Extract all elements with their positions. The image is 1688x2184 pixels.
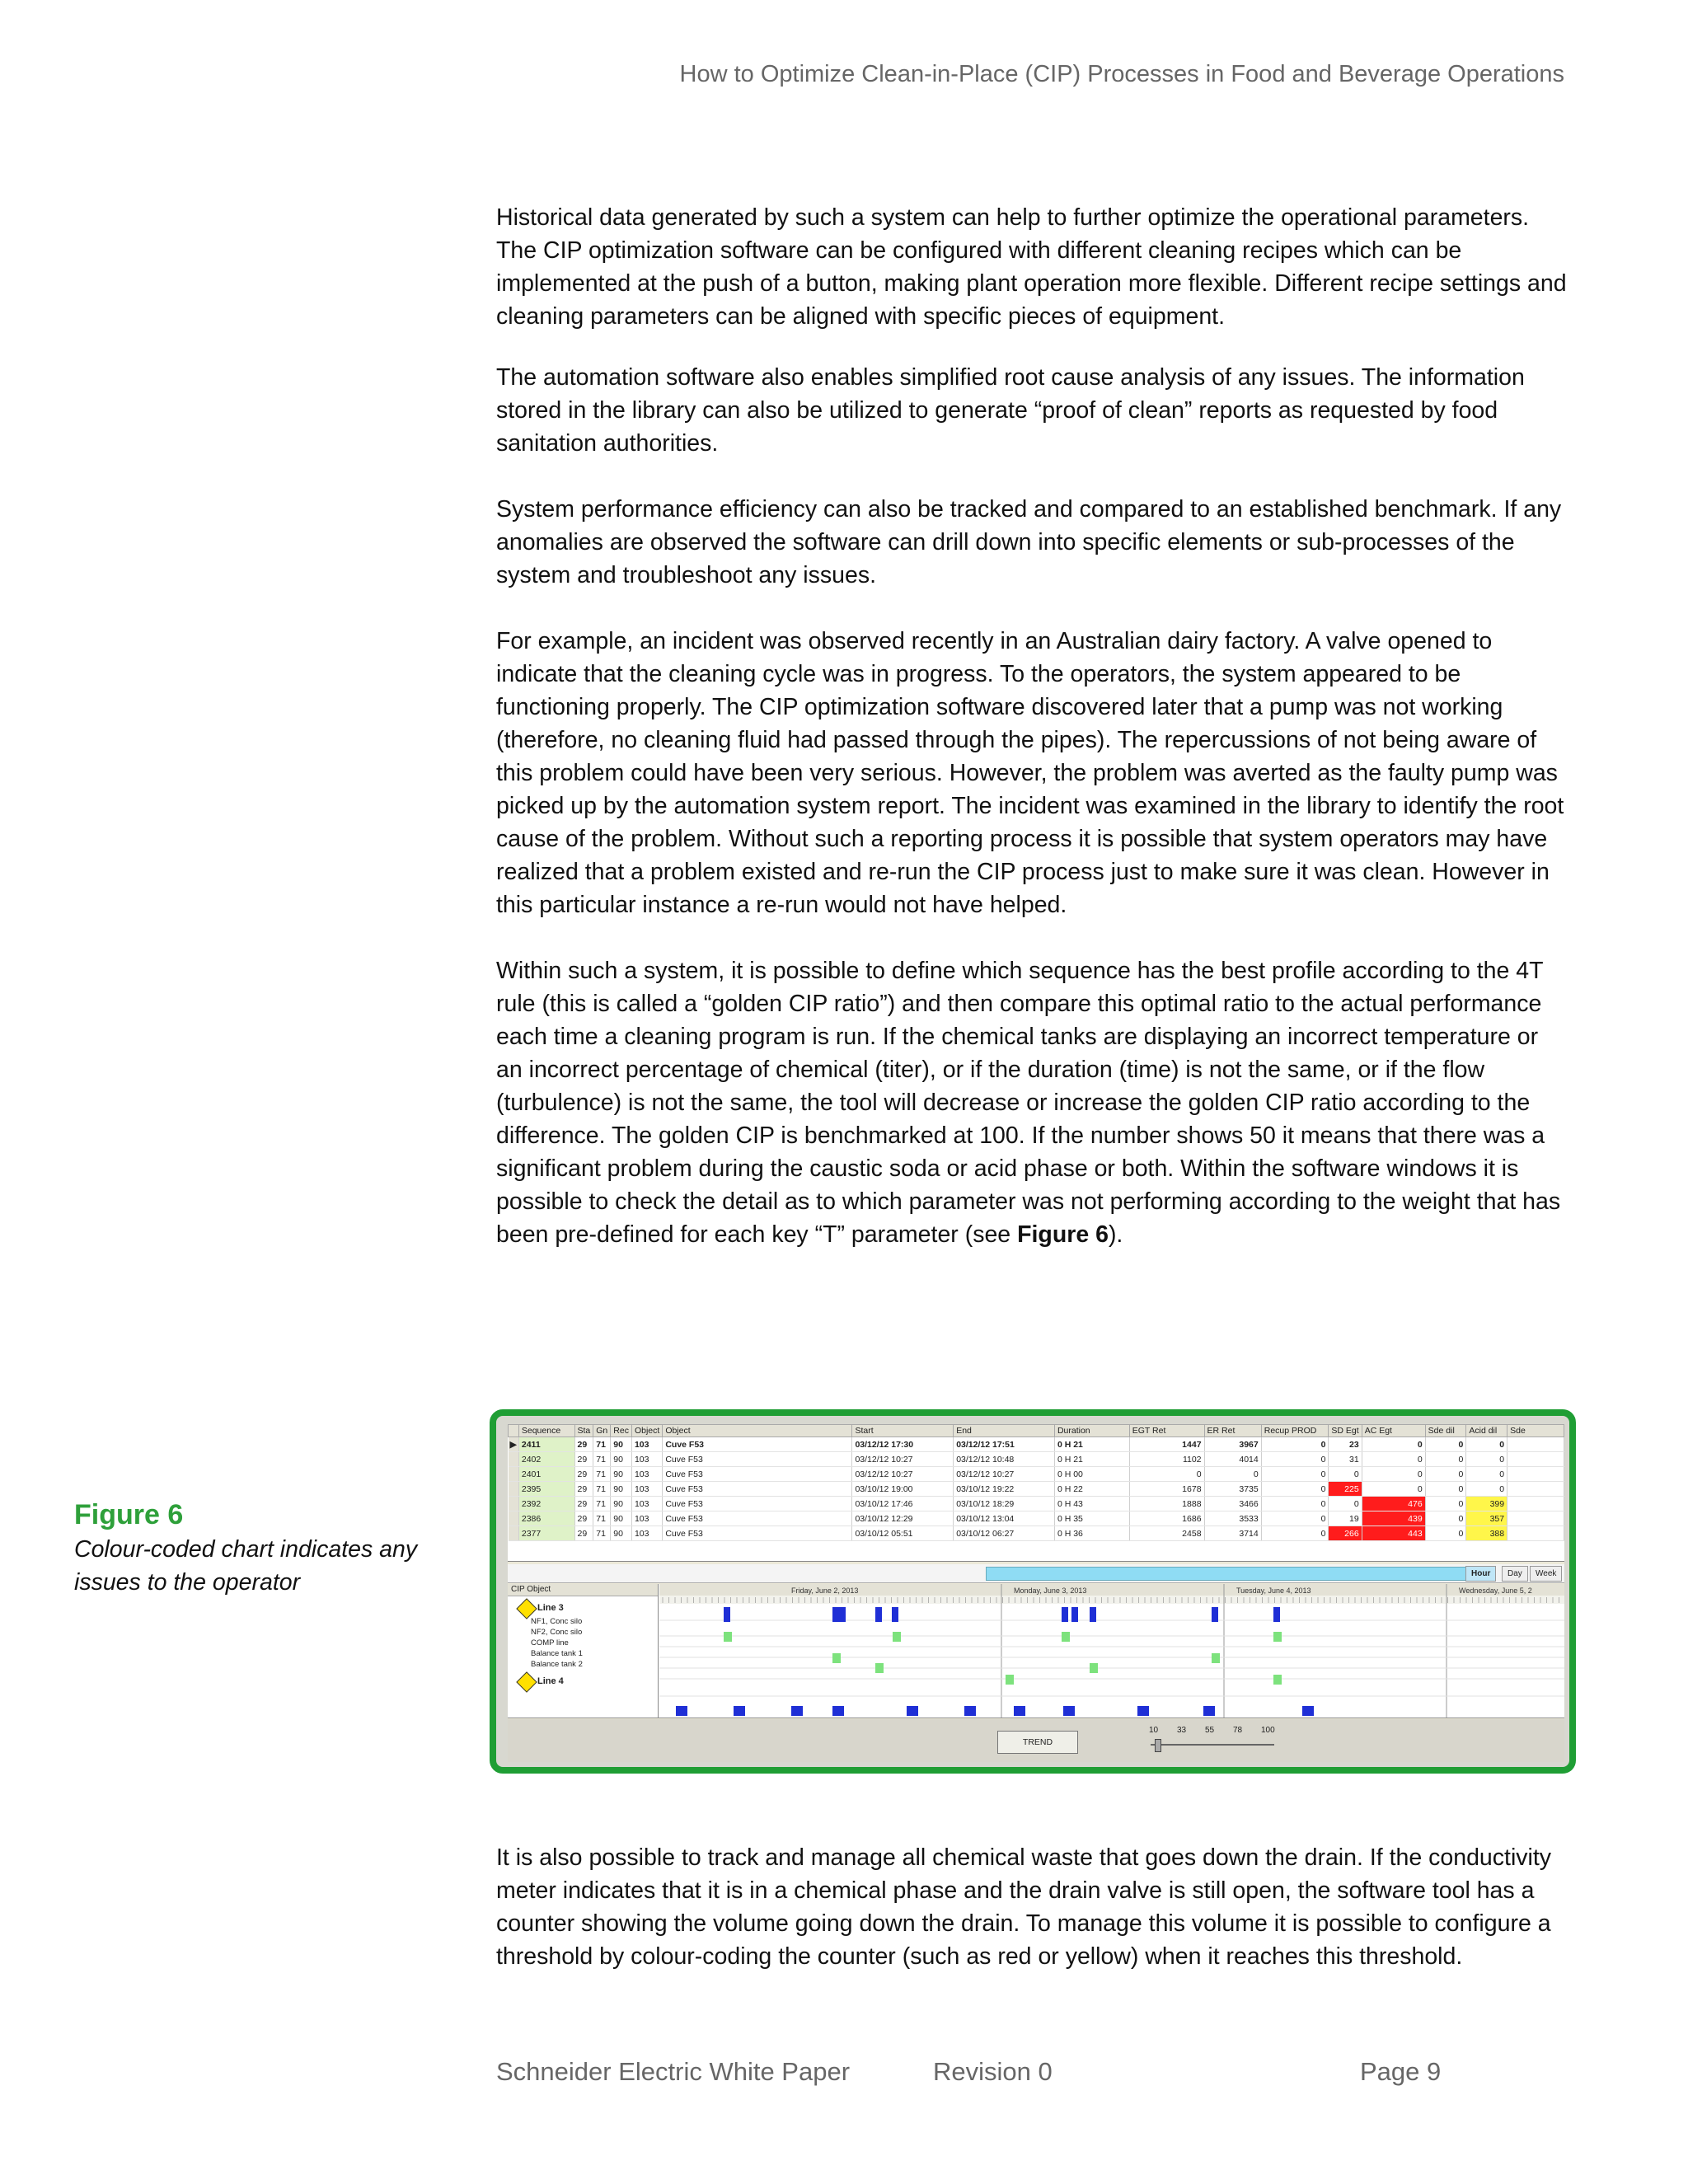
table-cell: 103 (631, 1511, 662, 1526)
table-cell: 0 (1425, 1482, 1466, 1497)
table-cell: 0 (1466, 1467, 1507, 1482)
tree-item[interactable]: Balance tank 2 (531, 1660, 583, 1669)
table-cell: 31 (1329, 1452, 1362, 1467)
table-cell: 0 (1425, 1526, 1466, 1541)
table-cell: 03/10/12 19:00 (852, 1482, 954, 1497)
sequence-block-line-3 (724, 1607, 730, 1622)
table-cell: 0 (1261, 1482, 1329, 1497)
table-cell: 03/12/12 10:48 (954, 1452, 1055, 1467)
figure-title: Figure 6 (74, 1499, 184, 1530)
footer-revision: Revision 0 (933, 2057, 1053, 2086)
table-cell: Cuve F53 (663, 1467, 852, 1482)
figure-reference-close: ). (1108, 1221, 1123, 1248)
line-arrow-icon (516, 1598, 537, 1619)
sequence-block-line-4 (734, 1706, 745, 1716)
table-cell: 03/10/12 12:29 (852, 1511, 954, 1526)
table-cell: 0 H 36 (1054, 1526, 1129, 1541)
table-cell: 90 (611, 1467, 632, 1482)
column-header[interactable]: SD Egt (1329, 1425, 1362, 1437)
column-header[interactable]: Object (663, 1425, 852, 1437)
row-indicator (509, 1482, 519, 1497)
table-cell (1507, 1437, 1564, 1452)
table-cell: 0 (1425, 1511, 1466, 1526)
row-indicator (509, 1497, 519, 1511)
table-cell: 03/12/12 10:27 (852, 1467, 954, 1482)
table-cell: 0 (1466, 1452, 1507, 1467)
table-cell: 03/10/12 17:46 (852, 1497, 954, 1511)
table-cell: 03/12/12 17:30 (852, 1437, 954, 1452)
table-cell: 2377 (518, 1526, 574, 1541)
sequence-block-line-3 (1212, 1607, 1218, 1622)
table-cell: 90 (611, 1452, 632, 1467)
table-cell (1507, 1467, 1564, 1482)
slider-tick-label: 33 (1177, 1726, 1187, 1735)
table-cell: 0 (1329, 1467, 1362, 1482)
table-cell: 1888 (1129, 1497, 1204, 1511)
sequence-block-item (1273, 1675, 1282, 1685)
table-cell: 0 (1261, 1452, 1329, 1467)
table-cell: 71 (593, 1526, 611, 1541)
table-cell: 3967 (1204, 1437, 1261, 1452)
table-row[interactable] (509, 1497, 1564, 1511)
table-cell: 29 (574, 1482, 593, 1497)
column-header[interactable]: Object (631, 1425, 662, 1437)
table-cell: 0 (1362, 1452, 1425, 1467)
table-cell: 29 (574, 1467, 593, 1482)
range-day-button[interactable]: Day (1502, 1566, 1528, 1582)
table-cell: Cuve F53 (663, 1437, 852, 1452)
timeline-scrollbar[interactable] (508, 1564, 1564, 1583)
table-cell: 0 (1425, 1497, 1466, 1511)
table-cell (1507, 1497, 1564, 1511)
table-cell: 266 (1329, 1526, 1362, 1541)
sequence-block-item (832, 1653, 841, 1663)
table-cell: Cuve F53 (663, 1497, 852, 1511)
cip-timeline (508, 1584, 1564, 1718)
cip-software-window (508, 1424, 1564, 1762)
table-cell: 103 (631, 1437, 662, 1452)
table-cell: 1678 (1129, 1482, 1204, 1497)
table-cell: 0 (1466, 1437, 1507, 1452)
column-header[interactable]: Sde (1507, 1425, 1564, 1437)
range-week-button[interactable]: Week (1530, 1566, 1562, 1582)
table-row[interactable] (509, 1526, 1564, 1541)
table-cell: 03/10/12 05:51 (852, 1526, 954, 1541)
table-cell: 29 (574, 1526, 593, 1541)
table-cell: 90 (611, 1482, 632, 1497)
row-indicator (509, 1452, 519, 1467)
page-header: How to Optimize Clean-in-Place (CIP) Processes in Food and Beverage Operations (679, 61, 1564, 87)
timeline-day-label: Tuesday, June 4, 2013 (1236, 1586, 1311, 1595)
table-row[interactable] (509, 1452, 1564, 1467)
column-header[interactable]: Sta (574, 1425, 593, 1437)
row-indicator (509, 1511, 519, 1526)
table-row[interactable] (509, 1511, 1564, 1526)
table-cell: 0 (1362, 1437, 1425, 1452)
table-cell: 399 (1466, 1497, 1507, 1511)
table-cell: 29 (574, 1437, 593, 1452)
figure-caption-text: Colour-coded chart indicates any issues to the operator (74, 1536, 418, 1596)
column-header[interactable]: Recup PROD (1261, 1425, 1329, 1437)
table-cell: 0 (1204, 1467, 1261, 1482)
table-row[interactable] (509, 1437, 1564, 1452)
sequence-block-line-4 (832, 1706, 844, 1716)
table-cell: 2411 (518, 1437, 574, 1452)
slider-tick-label: 100 (1261, 1726, 1275, 1735)
footer-publisher: Schneider Electric White Paper (496, 2057, 851, 2086)
table-cell: 103 (631, 1452, 662, 1467)
row-indicator: ▶ (509, 1437, 519, 1452)
table-cell: 3466 (1204, 1497, 1261, 1511)
timeline-day-label: Wednesday, June 5, 2 (1459, 1586, 1532, 1595)
table-cell (1507, 1452, 1564, 1467)
table-cell: Cuve F53 (663, 1452, 852, 1467)
sequence-block-item (1273, 1632, 1282, 1642)
tree-group-line-4[interactable] (508, 1673, 658, 1690)
table-cell: 103 (631, 1497, 662, 1511)
table-cell: 03/12/12 10:27 (954, 1467, 1055, 1482)
sequence-block-line-3 (875, 1607, 882, 1622)
sequence-block-line-4 (676, 1706, 687, 1716)
table-cell: 03/12/12 10:27 (852, 1452, 954, 1467)
table-cell: 2392 (518, 1497, 574, 1511)
table-cell: 0 (1261, 1526, 1329, 1541)
table-cell: 0 (1261, 1437, 1329, 1452)
table-cell: 0 (1362, 1482, 1425, 1497)
column-header[interactable]: Acid dil (1466, 1425, 1507, 1437)
figure-caption (74, 1497, 420, 1599)
paragraph-golden-cip (496, 954, 1568, 1251)
sequence-block-line-3 (892, 1607, 898, 1622)
table-cell: 03/10/12 19:22 (954, 1482, 1055, 1497)
table-cell: 103 (631, 1467, 662, 1482)
sequence-block-item (1062, 1632, 1070, 1642)
paragraph-performance: System performance efficiency can also be tracked and compared to an established benchmark. If any anomalies are observed the software can drill down into specific elements or sub-processes of the system and troubleshoot any issues. (496, 496, 1562, 588)
column-header[interactable]: Sde dil (1425, 1425, 1466, 1437)
table-cell (1507, 1526, 1564, 1541)
sequence-block-item (893, 1632, 901, 1642)
table-cell: 388 (1466, 1526, 1507, 1541)
sequence-table (508, 1424, 1564, 1562)
table-cell: 90 (611, 1526, 632, 1541)
table-cell: 71 (593, 1452, 611, 1467)
sequence-block-item (1212, 1653, 1220, 1663)
slider-tick-label: 10 (1149, 1726, 1159, 1735)
table-cell: 476 (1362, 1497, 1425, 1511)
sequence-block-line-4 (1203, 1706, 1215, 1716)
table-row[interactable] (509, 1467, 1564, 1482)
table-cell: 1447 (1129, 1437, 1204, 1452)
table-cell: 2395 (518, 1482, 574, 1497)
table-cell: 0 (1425, 1437, 1466, 1452)
table-cell: 2458 (1129, 1526, 1204, 1541)
sequence-block-line-4 (791, 1706, 803, 1716)
sequence-block-line-3 (1062, 1607, 1068, 1622)
tree-group-line-3[interactable] (508, 1600, 658, 1616)
table-cell (1507, 1482, 1564, 1497)
sequence-block-line-3 (1090, 1607, 1096, 1622)
table-cell: 443 (1362, 1526, 1425, 1541)
table-cell: 0 H 43 (1054, 1497, 1129, 1511)
table-cell: 03/10/12 13:04 (954, 1511, 1055, 1526)
table-cell: 1686 (1129, 1511, 1204, 1526)
table-cell: 357 (1466, 1511, 1507, 1526)
table-cell: 0 (1329, 1497, 1362, 1511)
table-cell: 0 (1466, 1482, 1507, 1497)
column-header[interactable]: Gn (593, 1425, 611, 1437)
footer-page-number: Page 9 (1360, 2057, 1442, 2086)
tree-group-label: Line 3 (537, 1603, 564, 1613)
sequence-block-item (724, 1632, 732, 1642)
paragraph-historical-data: Historical data generated by such a system can help to further optimize the operational parameters. The CIP optimization software can be configured with different cleaning recipes which can be implemented at the push of a button, making plant operation more flexible. Different recipe settings and cleaning parameters can be aligned with specific pieces of equipment. (496, 204, 1567, 330)
sequence-block-line-4 (907, 1706, 918, 1716)
table-cell: 3533 (1204, 1511, 1261, 1526)
table-cell: 71 (593, 1467, 611, 1482)
sequence-block-line-4 (964, 1706, 976, 1716)
sequence-block-item (1006, 1675, 1014, 1685)
table-cell: 225 (1329, 1482, 1362, 1497)
timeline-chart (659, 1584, 1564, 1718)
table-cell: 71 (593, 1437, 611, 1452)
column-header[interactable]: Start (852, 1425, 954, 1437)
table-cell: 0 (1261, 1467, 1329, 1482)
table-cell: 0 (1425, 1452, 1466, 1467)
figure-reference: Figure 6 (1017, 1221, 1109, 1248)
table-cell: 0 H 21 (1054, 1437, 1129, 1452)
row-indicator (509, 1526, 519, 1541)
table-cell: 4014 (1204, 1452, 1261, 1467)
tree-item[interactable]: Balance tank 1 (531, 1649, 583, 1658)
table-cell: 03/10/12 18:29 (954, 1497, 1055, 1511)
table-cell: 3714 (1204, 1526, 1261, 1541)
table-cell: 1102 (1129, 1452, 1204, 1467)
column-header[interactable]: Rec (611, 1425, 632, 1437)
table-cell: 3735 (1204, 1482, 1261, 1497)
cip-object-tree (508, 1584, 659, 1718)
threshold-slider-track[interactable] (1151, 1744, 1274, 1746)
timeline-svg (659, 1584, 1564, 1718)
body-text-upper (496, 201, 1568, 1284)
table-cell: 0 H 22 (1054, 1482, 1129, 1497)
table-cell: 0 H 00 (1054, 1467, 1129, 1482)
table-cell: 23 (1329, 1437, 1362, 1452)
golden-cip-text: Within such a system, it is possible to define which sequence has the best profile according to the 4T rule (this is called a “golden CIP ratio”) and then compare this optimal ratio to the actual performance each time a cleaning program is run. If the chemical tanks are displaying an incorrect temperature or an incorrect percentage of chemical (titer), or if the duration (time) is not the same, or if the flow (turbulence) is not the same, the tool will decrease or increase the golden CIP ratio according to the difference. The golden CIP is benchmarked at 100. If the number shows 50 it means that there was a significant problem during the caustic soda or acid phase or both. Within the software windows it is possible to check the detail as to which parameter was not performing according to the weight that has been pre-defined for each key “T” parameter (see (496, 958, 1561, 1248)
tree-header: CIP Object (508, 1584, 658, 1596)
table-cell: 19 (1329, 1511, 1362, 1526)
paragraph-root-cause: The automation software also enables simplified root cause analysis of any issues. The information stored in the library can also be utilized to generate “proof of clean” reports as requested by food sanitation authorities. (496, 364, 1525, 457)
sequence-block-line-4 (1137, 1706, 1149, 1716)
sequence-block-line-4 (1302, 1706, 1314, 1716)
trend-button[interactable]: TREND (997, 1731, 1078, 1754)
table-cell: 90 (611, 1511, 632, 1526)
table-cell: 71 (593, 1497, 611, 1511)
column-header[interactable]: Duration (1054, 1425, 1129, 1437)
sequence-block-line-3 (1273, 1607, 1280, 1622)
table-cell: 0 H 21 (1054, 1452, 1129, 1467)
row-indicator (509, 1467, 519, 1482)
table-cell: 29 (574, 1497, 593, 1511)
table-cell: 03/10/12 06:27 (954, 1526, 1055, 1541)
table-cell: 90 (611, 1437, 632, 1452)
table-cell: 0 (1261, 1497, 1329, 1511)
table-cell: 103 (631, 1526, 662, 1541)
table-cell: 0 (1425, 1467, 1466, 1482)
sequence-block-line-4 (1014, 1706, 1025, 1716)
table-cell: 439 (1362, 1511, 1425, 1526)
table-cell: Cuve F53 (663, 1482, 852, 1497)
table-cell: 103 (631, 1482, 662, 1497)
table-cell: 2401 (518, 1467, 574, 1482)
table-cell: 71 (593, 1511, 611, 1526)
timeline-scroll-thumb[interactable] (986, 1567, 1474, 1581)
timeline-day-label: Friday, June 2, 2013 (791, 1586, 859, 1595)
tree-item[interactable]: NF1, Conc silo (531, 1617, 583, 1626)
table-cell: Cuve F53 (663, 1526, 852, 1541)
table-cell: 71 (593, 1482, 611, 1497)
table-cell (1507, 1511, 1564, 1526)
sequence-block-item (875, 1663, 884, 1673)
column-header[interactable]: End (954, 1425, 1055, 1437)
slider-tick-label: 55 (1205, 1726, 1215, 1735)
column-header[interactable]: EGT Ret (1129, 1425, 1204, 1437)
tree-group-label: Line 4 (537, 1676, 564, 1686)
sequence-block-line-3 (1071, 1607, 1078, 1622)
table-cell: 0 H 35 (1054, 1511, 1129, 1526)
column-header[interactable]: AC Egt (1362, 1425, 1425, 1437)
sequence-block-item (1090, 1663, 1098, 1673)
table-cell: 29 (574, 1452, 593, 1467)
sequence-block-line-3 (832, 1607, 839, 1622)
threshold-slider-thumb[interactable] (1155, 1739, 1161, 1752)
timeline-hour-header (659, 1596, 1564, 1604)
column-header[interactable]: Sequence (518, 1425, 574, 1437)
tree-item[interactable]: NF2, Conc silo (531, 1628, 583, 1637)
slider-tick-label: 78 (1233, 1726, 1243, 1735)
tree-item[interactable]: COMP line (531, 1638, 569, 1647)
table-cell: 03/12/12 17:51 (954, 1437, 1055, 1452)
timeline-day-label: Monday, June 3, 2013 (1014, 1586, 1087, 1595)
sequence-block-line-4 (1063, 1706, 1075, 1716)
table-cell: 0 (1129, 1467, 1204, 1482)
column-header[interactable]: ER Ret (1204, 1425, 1261, 1437)
table-cell: 29 (574, 1511, 593, 1526)
table-cell: 0 (1261, 1511, 1329, 1526)
figure-screenshot-frame (490, 1409, 1576, 1774)
table-cell: 2386 (518, 1511, 574, 1526)
paragraph-incident: For example, an incident was observed recently in an Australian dairy factory. A valve opened to indicate that the cleaning cycle was in progress. To the operators, the system appeared to be functioning properly. The CIP optimization software discovered later that a pump was not working (therefore, no cleaning fluid had passed through the pipes). The repercussions of not being aware of this problem could have been very serious. However, the problem was averted as the faulty pump was picked up by the automation system report. The incident was examined in the library to identify the root cause of the problem. Without such a reporting process it is possible that system operators may have realized that a problem existed and re-run the CIP process just to make sure it was clean. However in this particular instance a re-run would not have helped. (496, 628, 1564, 918)
bottom-toolbar (508, 1719, 1564, 1762)
table-cell: Cuve F53 (663, 1511, 852, 1526)
table-cell: 0 (1362, 1467, 1425, 1482)
range-hour-button[interactable]: Hour (1465, 1566, 1496, 1582)
row-indicator-header (509, 1425, 519, 1437)
table-cell: 2402 (518, 1452, 574, 1467)
table-cell: 90 (611, 1497, 632, 1511)
sequence-block-line-3 (839, 1607, 846, 1622)
paragraph-chemical-waste: It is also possible to track and manage all chemical waste that goes down the drain. If the conductivity meter indicates that it is in a chemical phase and the drain valve is still open, the software tool has a counter showing the volume going down the drain. To manage this volume it is possible to configure a threshold by colour-coding the counter (such as red or yellow) when it reaches this threshold. (496, 1844, 1552, 1970)
body-text-lower (496, 1841, 1568, 2006)
table-row[interactable] (509, 1482, 1564, 1497)
line-arrow-icon (516, 1671, 537, 1692)
